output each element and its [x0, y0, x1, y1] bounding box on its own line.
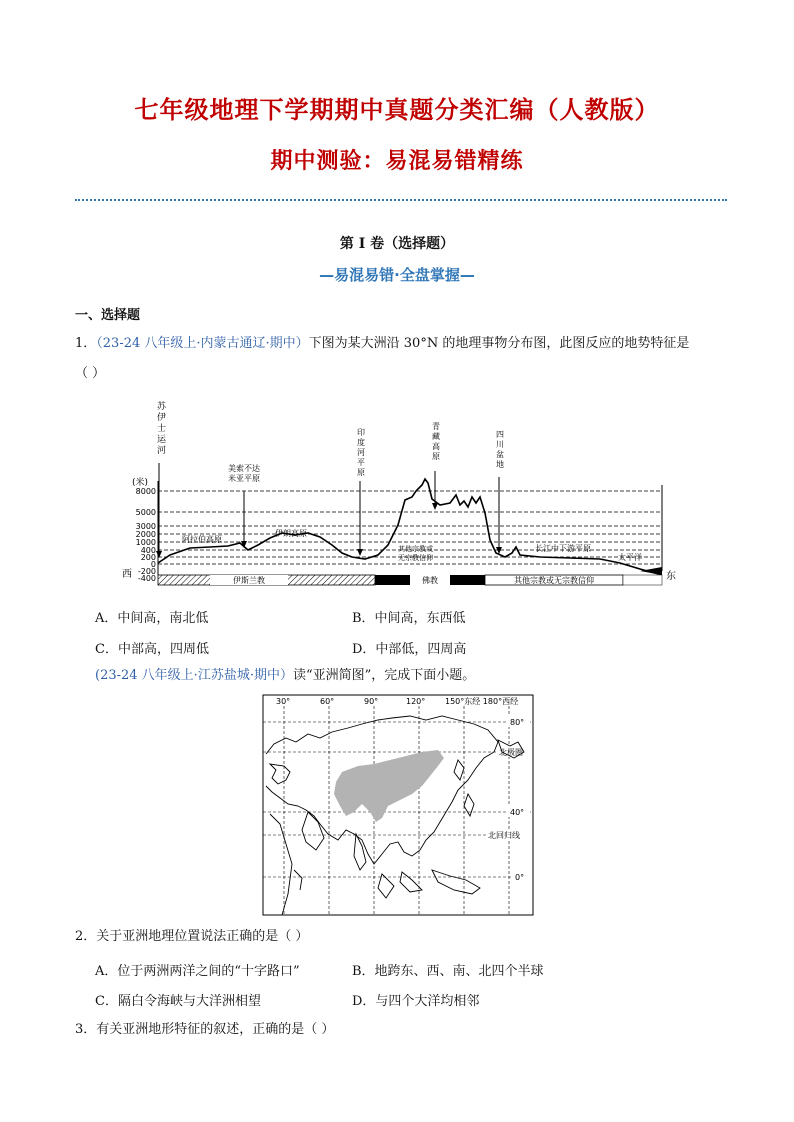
band-buddhism-label: 佛教 — [422, 576, 438, 585]
label-sichuan-basin: 四川盆地 — [496, 430, 504, 469]
q2-option-b[interactable]: B．地跨东、西、南、北四个半球 — [352, 964, 544, 979]
y-tick: 1000 — [135, 538, 156, 547]
shared-stem-source: (23-24 八年级上·江苏盐城·期中） — [95, 668, 293, 683]
band-other-label: 其他宗教或无宗教信仰 — [514, 576, 594, 585]
shared-stem-text: 读“亚洲简图”，完成下面小题。 — [292, 668, 476, 683]
direction-west: 西 — [122, 569, 132, 580]
lat-label: 北极圈 — [499, 748, 523, 757]
q2-option-d[interactable]: D．与四个大洋均相邻 — [352, 994, 480, 1009]
y-tick: -200 — [137, 567, 156, 576]
document-title: 七年级地理下学期期中真题分类汇编（人教版） — [134, 96, 660, 124]
label-yangtze-plain: 长江中下游平原 — [535, 544, 591, 553]
q1-option-a[interactable]: A．中间高，南北低 — [95, 611, 209, 626]
label-suez-canal: 苏伊士运河 — [157, 402, 167, 456]
title-divider — [75, 199, 727, 201]
y-tick: 0 — [150, 560, 156, 569]
lon-label: 120° — [406, 697, 426, 706]
question-1-number: 1． — [75, 336, 97, 351]
q2-option-c[interactable]: C．隔白令海峡与大洋洲相望 — [95, 994, 261, 1009]
label-iran-plateau: 伊朗高原 — [275, 529, 307, 538]
question-1 — [75, 334, 735, 354]
label-pacific: 太平洋 — [618, 553, 642, 562]
y-tick: 200 — [140, 553, 156, 562]
y-axis-ticks — [136, 487, 156, 583]
lon-label: 30° — [276, 697, 291, 706]
asia-map-figure — [262, 694, 534, 916]
question-3-text: 有关亚洲地形特征的叙述，正确的是（ ） — [96, 1022, 335, 1037]
label-arab-plateau: 阿拉伯高原 — [182, 535, 222, 544]
lat-label: 北回归线 — [488, 831, 520, 840]
q2-option-a[interactable]: A．位于两洲两洋之间的“十字路口” — [95, 964, 300, 979]
lat-label: 0° — [515, 873, 525, 882]
label-mesopotamia: 美索不达米亚平原 — [228, 464, 260, 483]
y-tick: 3000 — [135, 522, 156, 531]
question-3-number: 3． — [75, 1022, 97, 1037]
direction-east: 东 — [666, 571, 676, 582]
band-islam-label: 伊斯兰教 — [233, 576, 265, 585]
q1-option-b[interactable]: B．中间高，东西低 — [352, 611, 466, 626]
volume-label: 第 I 卷（选择题） — [339, 236, 455, 252]
question-2-text: 关于亚洲地理位置说法正确的是（ ） — [96, 929, 309, 944]
question-1-source: （23-24 八年级上·内蒙古通辽·期中） — [96, 336, 309, 351]
y-tick: 400 — [140, 546, 156, 555]
lat-label: 40° — [510, 808, 525, 817]
lat-label: 80° — [510, 718, 525, 727]
q1-option-d[interactable]: D．中部低，四周高 — [352, 642, 467, 657]
question-3 — [75, 1020, 334, 1040]
question-2-number: 2． — [75, 929, 97, 944]
q1-option-c[interactable]: C．中部高，四周低 — [95, 642, 209, 657]
y-axis-unit: (米) — [132, 478, 149, 488]
lon-label: 60° — [320, 697, 335, 706]
lon-label: 90° — [364, 697, 379, 706]
label-indus-plain: 印度河平原 — [357, 428, 365, 477]
lon-label: 150°东经 180°西经 — [445, 697, 519, 706]
section-heading: 一、选择题 — [75, 308, 141, 323]
question-2 — [75, 927, 308, 947]
question-1-text: 下图为某大洲沿 30°N 的地理事物分布图，此图反应的地势特征是 — [308, 336, 690, 351]
terrain-profile-figure — [110, 395, 680, 590]
document-subtitle: 期中测验：易混易错精练 — [270, 149, 524, 174]
shared-stem — [95, 666, 475, 686]
question-1-answer-paren: （ ） — [75, 366, 106, 381]
y-tick: 5000 — [135, 508, 156, 517]
y-tick: -400 — [137, 574, 156, 583]
label-tibet-plateau: 青藏高原 — [432, 422, 440, 461]
y-tick: 8000 — [135, 487, 156, 496]
y-tick: 2000 — [135, 530, 156, 539]
volume-tagline: —易混易错·全盘掌握— — [319, 266, 475, 284]
label-other-religion: 其他宗教或无宗教信仰 — [398, 545, 433, 562]
